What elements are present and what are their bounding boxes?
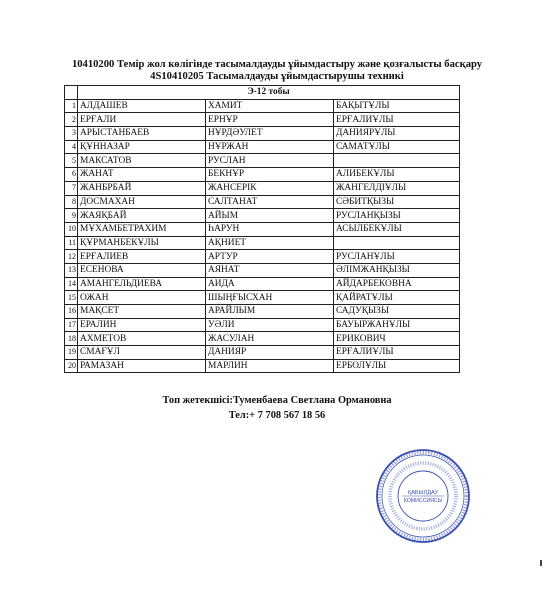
patronymic-cell: ҚАЙРАТҰЛЫ — [334, 291, 460, 305]
name-cell: РУСЛАН — [206, 154, 334, 168]
name-cell: АЯНАТ — [206, 263, 334, 277]
table-row — [65, 263, 460, 277]
name-cell: НҰРЖАН — [206, 140, 334, 154]
name-cell: АИДА — [206, 277, 334, 291]
margin-mark — [540, 560, 542, 566]
surname-cell: ҚҰННАЗАР — [78, 140, 206, 154]
row-number: 13 — [65, 263, 78, 277]
table-row — [65, 291, 460, 305]
table-row — [65, 140, 460, 154]
surname-cell: МАКСАТОВ — [78, 154, 206, 168]
row-number: 15 — [65, 291, 78, 305]
row-number: 11 — [65, 236, 78, 250]
surname-cell: СМАҒҰЛ — [78, 346, 206, 360]
patronymic-cell: РУСЛАНҚЫЗЫ — [334, 209, 460, 223]
name-cell: САЛТАНАТ — [206, 195, 334, 209]
patronymic-cell: ЖАНГЕЛДІҰЛЫ — [334, 181, 460, 195]
document-title-line2: 4S10410205 Тасымалдауды ұйымдастырушы техникі — [150, 71, 404, 82]
patronymic-cell: АЙДАРБЕКОВНА — [334, 277, 460, 291]
patronymic-cell: БАУЫРЖАНҰЛЫ — [334, 318, 460, 332]
table-row — [65, 236, 460, 250]
table-row — [65, 318, 460, 332]
surname-cell: ЕРҒАЛИЕВ — [78, 250, 206, 264]
row-number: 6 — [65, 168, 78, 182]
row-number: 18 — [65, 332, 78, 346]
name-cell: ЖАНСЕРІК — [206, 181, 334, 195]
name-cell: АЙЫМ — [206, 209, 334, 223]
row-number: 4 — [65, 140, 78, 154]
document-title-line1: 10410200 Темір жол көлігінде тасымалдауды ұйымдастыру және қозғалысты басқару — [71, 59, 483, 70]
name-cell: АҚНИЕТ — [206, 236, 334, 250]
surname-cell: ЕРҒАЛИ — [78, 113, 206, 127]
table-row — [65, 154, 460, 168]
name-cell: УӘЛИ — [206, 318, 334, 332]
patronymic-cell: ЕРҒАЛИҰЛЫ — [334, 113, 460, 127]
name-cell: ҺАРУН — [206, 222, 334, 236]
row-number: 17 — [65, 318, 78, 332]
surname-cell: ОЖАН — [78, 291, 206, 305]
table-row — [65, 359, 460, 373]
patronymic-cell: ЕРҒАЛИҰЛЫ — [334, 346, 460, 360]
patronymic-cell: ЕРИКОВИЧ — [334, 332, 460, 346]
name-cell: ШЫҢҒЫСХАН — [206, 291, 334, 305]
table-row — [65, 305, 460, 319]
patronymic-cell: САМАТҰЛЫ — [334, 140, 460, 154]
student-roster-table — [64, 85, 460, 373]
surname-cell: ҚҰРМАНБЕКҰЛЫ — [78, 236, 206, 250]
name-cell: АРТУР — [206, 250, 334, 264]
group-name: Э-12 тобы — [78, 86, 460, 100]
group-supervisor: Топ жетекшісі:Туменбаева Светлана Ормановна — [162, 395, 392, 406]
table-row — [65, 332, 460, 346]
table-row — [65, 99, 460, 113]
surname-cell: МҰХАМБЕТРАХИМ — [78, 222, 206, 236]
admission-committee-stamp — [375, 448, 471, 544]
patronymic-cell: ӘЛІМЖАНҚЫЗЫ — [334, 263, 460, 277]
row-number: 3 — [65, 127, 78, 141]
row-number: 14 — [65, 277, 78, 291]
table-row — [65, 127, 460, 141]
stamp-text-bottom: КОМИССИЯСЫ — [403, 498, 443, 504]
table-row — [65, 277, 460, 291]
group-header-row — [65, 86, 460, 100]
row-number: 1 — [65, 99, 78, 113]
table-row — [65, 209, 460, 223]
row-number: 8 — [65, 195, 78, 209]
surname-cell: ЕСЕНОВА — [78, 263, 206, 277]
row-number: 20 — [65, 359, 78, 373]
patronymic-cell: РУСЛАНҰЛЫ — [334, 250, 460, 264]
surname-cell: ЖАНБРБАЙ — [78, 181, 206, 195]
name-cell: АРАЙЛЫМ — [206, 305, 334, 319]
surname-cell: ЕРАЛИН — [78, 318, 206, 332]
surname-cell: ЖАЯҚБАЙ — [78, 209, 206, 223]
patronymic-cell: ЕРБОЛҰЛЫ — [334, 359, 460, 373]
patronymic-cell: САДУҚЫЗЫ — [334, 305, 460, 319]
surname-cell: ДОСМАХАН — [78, 195, 206, 209]
name-cell: НҰРДӘУЛЕТ — [206, 127, 334, 141]
table-row — [65, 222, 460, 236]
surname-cell: АМАНГЕЛЬДИЕВА — [78, 277, 206, 291]
surname-cell: АХМЕТОВ — [78, 332, 206, 346]
row-number: 9 — [65, 209, 78, 223]
stamp-text-top: ҚАБЫЛДАУ — [407, 490, 439, 496]
row-number: 12 — [65, 250, 78, 264]
name-cell: МАРЛИН — [206, 359, 334, 373]
patronymic-cell — [334, 154, 460, 168]
surname-cell: АЛДАШЕВ — [78, 99, 206, 113]
patronymic-cell: ДАНИЯРҰЛЫ — [334, 127, 460, 141]
patronymic-cell: АЛИБЕКҰЛЫ — [334, 168, 460, 182]
table-row — [65, 113, 460, 127]
row-number: 19 — [65, 346, 78, 360]
table-row — [65, 250, 460, 264]
surname-cell: ЖАНАТ — [78, 168, 206, 182]
patronymic-cell — [334, 236, 460, 250]
patronymic-cell: СӘБИТҚЫЗЫ — [334, 195, 460, 209]
patronymic-cell: БАҚЫТҰЛЫ — [334, 99, 460, 113]
surname-cell: МАҚСЕТ — [78, 305, 206, 319]
name-cell: БЕКНҰР — [206, 168, 334, 182]
name-cell: ХАМИТ — [206, 99, 334, 113]
row-number: 10 — [65, 222, 78, 236]
surname-cell: РАМАЗАН — [78, 359, 206, 373]
name-cell: ДАНИЯР — [206, 346, 334, 360]
row-number: 7 — [65, 181, 78, 195]
row-number: 5 — [65, 154, 78, 168]
row-number: 2 — [65, 113, 78, 127]
table-row — [65, 346, 460, 360]
table-row — [65, 168, 460, 182]
name-cell: ЖАСУЛАН — [206, 332, 334, 346]
supervisor-phone: Тел:+ 7 708 567 18 56 — [228, 410, 326, 421]
table-row — [65, 195, 460, 209]
patronymic-cell: АСЫЛБЕКҰЛЫ — [334, 222, 460, 236]
table-row — [65, 181, 460, 195]
surname-cell: АРЫСТАНБАЕВ — [78, 127, 206, 141]
name-cell: ЕРНҰР — [206, 113, 334, 127]
row-number: 16 — [65, 305, 78, 319]
